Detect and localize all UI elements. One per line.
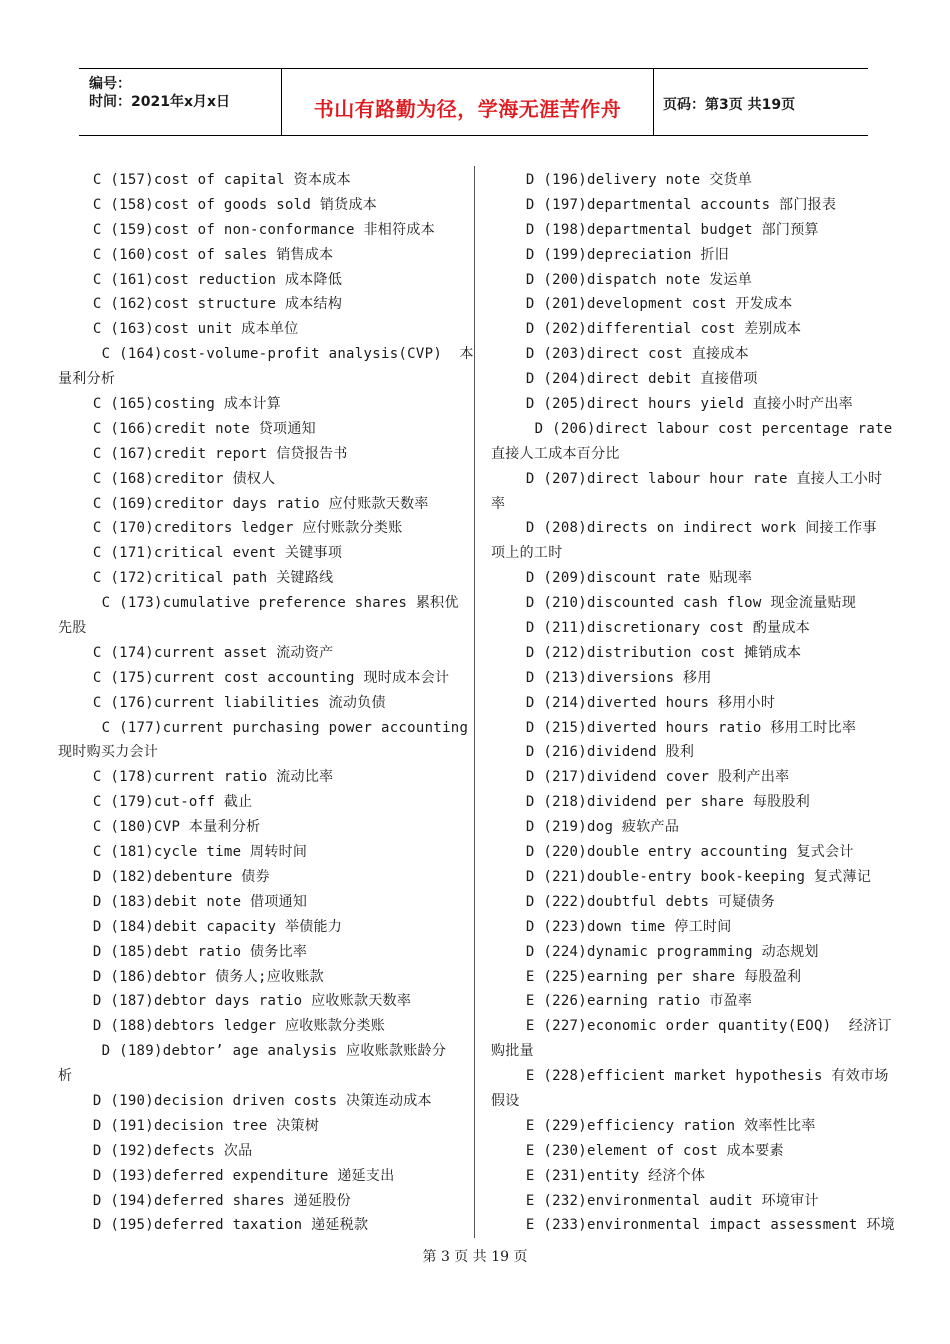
glossary-line: D (217)dividend cover 股利产出率 (491, 769, 790, 786)
glossary-line: D (216)dividend 股利 (491, 744, 695, 761)
glossary-line: D (201)development cost 开发成本 (491, 296, 793, 313)
glossary-column-left (58, 168, 474, 1238)
glossary-line: D (214)diverted hours 移用小时 (491, 694, 776, 711)
glossary-line: C (170)creditors ledger 应付账款分类账 (58, 520, 403, 537)
glossary-line: D (206)direct labour cost percentage rate (491, 420, 893, 437)
glossary-line: C (167)credit report 信贷报告书 (58, 445, 348, 462)
glossary-line: D (193)deferred expenditure 递延支出 (58, 1167, 395, 1184)
glossary-line: C (166)credit note 贷项通知 (58, 420, 316, 437)
glossary-line: E (229)efficiency ration 效率性比率 (491, 1117, 816, 1134)
glossary-line: C (161)cost reduction 成本降低 (58, 271, 343, 288)
glossary-line: D (207)direct labour hour rate 直接人工小时 (491, 470, 883, 487)
glossary-line: C (179)cut-off 截止 (58, 794, 253, 811)
glossary-line: D (220)double entry accounting 复式会计 (491, 844, 854, 861)
glossary-line: D (208)directs on indirect work 间接工作事 (491, 520, 877, 537)
glossary-line: D (224)dynamic programming 动态规划 (491, 943, 819, 960)
glossary-line: D (183)debit note 借项通知 (58, 893, 308, 910)
glossary-line: D (189)debtor’ age analysis 应收账款账龄分 (58, 1043, 447, 1060)
glossary-line: C (176)current liabilities 流动负债 (58, 694, 386, 711)
header-motto-cell (281, 69, 654, 135)
header-page-number: 页码：第3页 共19页 (663, 97, 796, 113)
glossary-line: C (159)cost of non-conformance 非相符成本 (58, 221, 436, 238)
glossary-line: 先股 (58, 620, 87, 637)
glossary-line: E (227)economic order quantity(EOQ) 经济订 (491, 1018, 892, 1035)
motto-text: 书山有路勤为径，学海无涯苦作舟 (313, 97, 622, 121)
glossary-line: D (205)direct hours yield 直接小时产出率 (491, 396, 853, 413)
glossary-line: D (213)diversions 移用 (491, 669, 712, 686)
glossary-line: 析 (58, 1068, 73, 1085)
glossary-line: D (194)deferred shares 递延股份 (58, 1192, 351, 1209)
page-footer: 第 3 页 共 19 页 (422, 1249, 528, 1265)
glossary-line: C (174)current asset 流动资产 (58, 644, 334, 661)
document-number-label: 编号： (89, 76, 131, 92)
glossary-line: 项上的工时 (491, 545, 563, 562)
glossary-line: D (211)discretionary cost 酌量成本 (491, 620, 811, 637)
glossary-line: D (186)debtor 债务人;应收账款 (58, 968, 324, 985)
glossary-line: C (180)CVP 本量利分析 (58, 819, 261, 836)
glossary-line: C (162)cost structure 成本结构 (58, 296, 343, 313)
glossary-line: C (158)cost of goods sold 销货成本 (58, 196, 378, 213)
glossary-line: D (212)distribution cost 摊销成本 (491, 644, 802, 661)
glossary-line: D (195)deferred taxation 递延税款 (58, 1217, 369, 1234)
glossary-line: C (173)cumulative preference shares 累积优 (58, 595, 459, 612)
glossary-line: 直接人工成本百分比 (491, 445, 620, 462)
page-header (79, 68, 868, 136)
glossary-line: D (202)differential cost 差别成本 (491, 321, 802, 338)
header-page-cell (653, 69, 868, 135)
glossary-line: C (169)creditor days ratio 应付账款天数率 (58, 495, 429, 512)
glossary-line: D (184)debit capacity 举债能力 (58, 918, 343, 935)
glossary-line: D (187)debtor days ratio 应收账款天数率 (58, 993, 412, 1010)
glossary-line: E (233)environmental impact assessment 环境 (491, 1217, 895, 1234)
header-info-cell (79, 69, 281, 135)
glossary-line: D (218)dividend per share 每股股利 (491, 794, 811, 811)
glossary-line: 购批量 (491, 1043, 534, 1060)
glossary-line: D (200)dispatch note 发运单 (491, 271, 753, 288)
glossary-line: E (226)earning ratio 市盈率 (491, 993, 753, 1010)
glossary-line: D (190)decision driven costs 决策连动成本 (58, 1092, 432, 1109)
glossary-line: C (163)cost unit 成本单位 (58, 321, 299, 338)
glossary-line: C (177)current purchasing power accounting (58, 719, 469, 736)
glossary-line: D (221)double-entry book-keeping 复式薄记 (491, 868, 872, 885)
glossary-line: C (168)creditor 债权人 (58, 470, 276, 487)
glossary-line: C (165)costing 成本计算 (58, 396, 282, 413)
glossary-line: E (232)environmental audit 环境审计 (491, 1192, 819, 1209)
glossary-line: E (225)earning per share 每股盈利 (491, 968, 802, 985)
glossary-line: C (164)cost-volume-profit analysis(CVP) 本 (58, 346, 474, 363)
column-divider (474, 166, 475, 1238)
glossary-line: E (230)element of cost 成本要素 (491, 1142, 784, 1159)
glossary-line: D (223)down time 停工时间 (491, 918, 732, 935)
glossary-line: D (210)discounted cash flow 现金流量贴现 (491, 595, 857, 612)
glossary-line: C (160)cost of sales 销售成本 (58, 246, 334, 263)
glossary-line: E (231)entity 经济个体 (491, 1167, 706, 1184)
document-time-label: 时间：2021年x月x日 (89, 94, 231, 110)
glossary-line: C (172)critical path 关键路线 (58, 570, 334, 587)
glossary-line: 现时购买力会计 (58, 744, 159, 761)
glossary-line: D (196)delivery note 交货单 (491, 172, 753, 188)
glossary-line: 率 (491, 495, 506, 512)
glossary-line: D (219)dog 疲软产品 (491, 819, 680, 836)
glossary-line: C (171)critical event 关键事项 (58, 545, 343, 562)
glossary-line: D (197)departmental accounts 部门报表 (491, 196, 837, 213)
glossary-line: C (178)current ratio 流动比率 (58, 769, 334, 786)
glossary-line: C (181)cycle time 周转时间 (58, 844, 308, 861)
glossary-line: D (222)doubtful debts 可疑债务 (491, 893, 776, 910)
glossary-line: D (199)depreciation 折旧 (491, 246, 730, 263)
glossary-line: D (188)debtors ledger 应收账款分类账 (58, 1018, 386, 1035)
glossary-line: D (198)departmental budget 部门预算 (491, 221, 819, 238)
glossary-line: D (191)decision tree 决策树 (58, 1117, 320, 1134)
glossary-line: D (192)defects 次品 (58, 1142, 253, 1159)
glossary-line: 量利分析 (58, 371, 116, 388)
glossary-column-right (491, 168, 895, 1238)
glossary-line: C (175)current cost accounting 现时成本会计 (58, 669, 450, 686)
glossary-line: D (204)direct debit 直接借项 (491, 371, 758, 388)
glossary-line: D (185)debt ratio 债务比率 (58, 943, 308, 960)
glossary-line: C (157)cost of capital 资本成本 (58, 172, 351, 188)
glossary-line: 假设 (491, 1092, 520, 1109)
glossary-line: D (182)debenture 债券 (58, 868, 270, 885)
glossary-line: D (215)diverted hours ratio 移用工时比率 (491, 719, 857, 736)
glossary-line: E (228)efficient market hypothesis 有效市场 (491, 1068, 889, 1085)
glossary-line: D (209)discount rate 贴现率 (491, 570, 753, 587)
glossary-line: D (203)direct cost 直接成本 (491, 346, 749, 363)
